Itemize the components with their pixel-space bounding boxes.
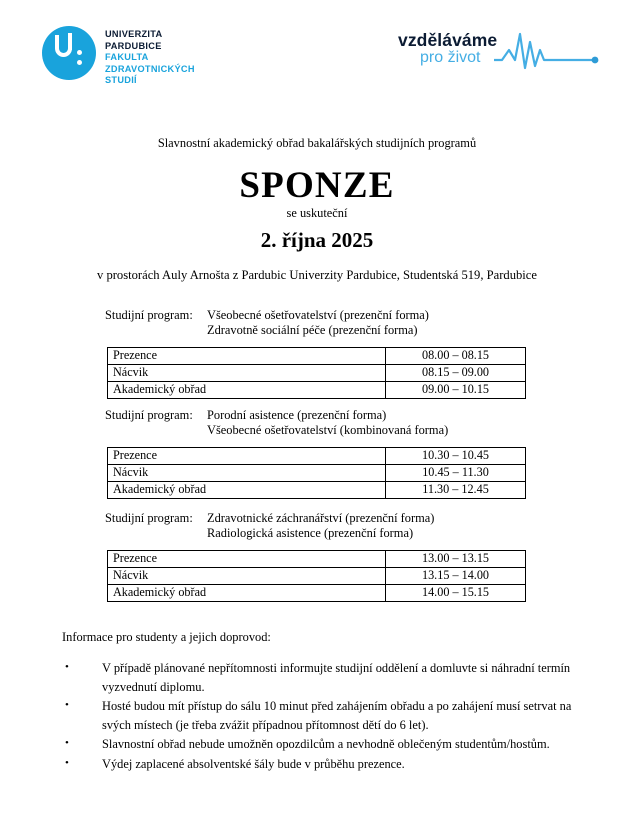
- program-names: [207, 308, 634, 339]
- program-name: Zdravotnické záchranářství (prezenční forma): [207, 511, 435, 525]
- logo-dot-lower-icon: [77, 60, 82, 65]
- table-row: [108, 364, 526, 381]
- heartbeat-line-icon: [494, 26, 602, 76]
- program-name: Porodní asistence (prezenční forma): [207, 408, 387, 422]
- program-label: Studijní program:: [105, 408, 193, 422]
- schedule-table: [107, 550, 526, 602]
- list-item: • Hosté budou mít přístup do sálu 10 minut před zahájením obřadu a po zahájení musí setrvat na svých místech (je třeba zvážit případnou přítomnost dětí do 6 let).: [62, 697, 574, 734]
- table-row: [108, 347, 526, 364]
- program-heading: [105, 511, 634, 542]
- program-label: Studijní program:: [105, 308, 193, 322]
- schedule-time: 14.00 – 15.15: [386, 584, 526, 601]
- slogan-logo: [398, 26, 598, 82]
- student-information-section: [62, 630, 574, 775]
- program-name: Všeobecné ošetřovatelství (prezenční forma): [207, 308, 429, 322]
- notes-list: [62, 659, 574, 774]
- schedule-activity: Akademický obřad: [108, 481, 386, 498]
- page-title: SPONZE: [239, 165, 395, 206]
- university-logo-text: [105, 29, 195, 87]
- ceremony-date: 2. října 2025: [260, 228, 374, 252]
- program-block: [0, 408, 634, 499]
- list-item: • Slavnostní obřad nebude umožněn opozdilcům a nevhodně oblečeným studentům/hostům.: [62, 735, 574, 754]
- program-block: [0, 511, 634, 602]
- schedule-time: 09.00 – 10.15: [386, 381, 526, 398]
- logo-line-zdravotnickych: ZDRAVOTNICKÝCH: [105, 63, 195, 74]
- program-label: Studijní program:: [105, 511, 193, 525]
- table-row: [108, 584, 526, 601]
- schedule-activity: Prezence: [108, 447, 386, 464]
- slogan-line-pro-zivot: pro život: [420, 49, 481, 66]
- table-row: [108, 464, 526, 481]
- schedule-time: 08.00 – 08.15: [386, 347, 526, 364]
- program-name: Radiologická asistence (prezenční forma): [207, 526, 414, 541]
- table-row: [108, 381, 526, 398]
- program-names: [207, 511, 634, 542]
- page-header: [0, 22, 634, 92]
- program-block: [0, 308, 634, 399]
- slogan-line-vzdelavame: vzděláváme: [398, 30, 498, 50]
- schedule-time: 13.15 – 14.00: [386, 567, 526, 584]
- schedule-activity: Akademický obřad: [108, 584, 386, 601]
- program-name: Všeobecné ošetřovatelství (kombinovaná forma): [207, 423, 449, 438]
- schedule-time: 08.15 – 09.00: [386, 364, 526, 381]
- schedule-activity: Prezence: [108, 550, 386, 567]
- table-row: [108, 481, 526, 498]
- program-names: [207, 408, 634, 439]
- ceremony-venue: v prostorách Auly Arnošta z Pardubic Univerzity Pardubice, Studentská 519, Pardubice: [97, 268, 537, 282]
- schedule-time: 11.30 – 12.45: [386, 481, 526, 498]
- logo-letter-u-stem: [68, 33, 72, 50]
- list-item: • V případě plánované nepřítomnosti informujte studijní oddělení a domluvte si náhradní termín vyzvednutí diplomu.: [62, 659, 574, 696]
- ceremony-takes-place-label: se uskuteční: [286, 206, 348, 220]
- table-row: [108, 550, 526, 567]
- schedule-activity: Nácvik: [108, 567, 386, 584]
- university-logo: [42, 26, 195, 87]
- ceremony-subtitle: Slavnostní akademický obřad bakalářských studijních programů: [157, 136, 477, 150]
- schedule-time: 13.00 – 13.15: [386, 550, 526, 567]
- schedule-table: [107, 347, 526, 399]
- program-heading: [105, 308, 634, 339]
- notes-title: Informace pro studenty a jejich doprovod:: [62, 630, 271, 644]
- logo-line-univerzita: UNIVERZITA: [105, 29, 163, 39]
- slogan-text: [398, 30, 497, 68]
- schedule-time: 10.30 – 10.45: [386, 447, 526, 464]
- schedule-activity: Prezence: [108, 347, 386, 364]
- program-heading: [105, 408, 634, 439]
- logo-dot-upper-icon: [77, 50, 82, 55]
- university-logo-mark-icon: [42, 26, 96, 80]
- schedule-time: 10.45 – 11.30: [386, 464, 526, 481]
- logo-line-pardubice: PARDUBICE: [105, 40, 162, 51]
- schedule-activity: Akademický obřad: [108, 381, 386, 398]
- program-name: Zdravotně sociální péče (prezenční forma): [207, 323, 418, 338]
- table-row: [108, 447, 526, 464]
- schedule-activity: Nácvik: [108, 364, 386, 381]
- schedule-activity: Nácvik: [108, 464, 386, 481]
- list-item: • Výdej zaplacené absolventské šály bude v průběhu prezence.: [62, 755, 574, 774]
- table-row: [108, 567, 526, 584]
- logo-line-studii: STUDIÍ: [105, 75, 137, 86]
- schedule-table: [107, 447, 526, 499]
- logo-line-fakulta: FAKULTA: [105, 52, 149, 63]
